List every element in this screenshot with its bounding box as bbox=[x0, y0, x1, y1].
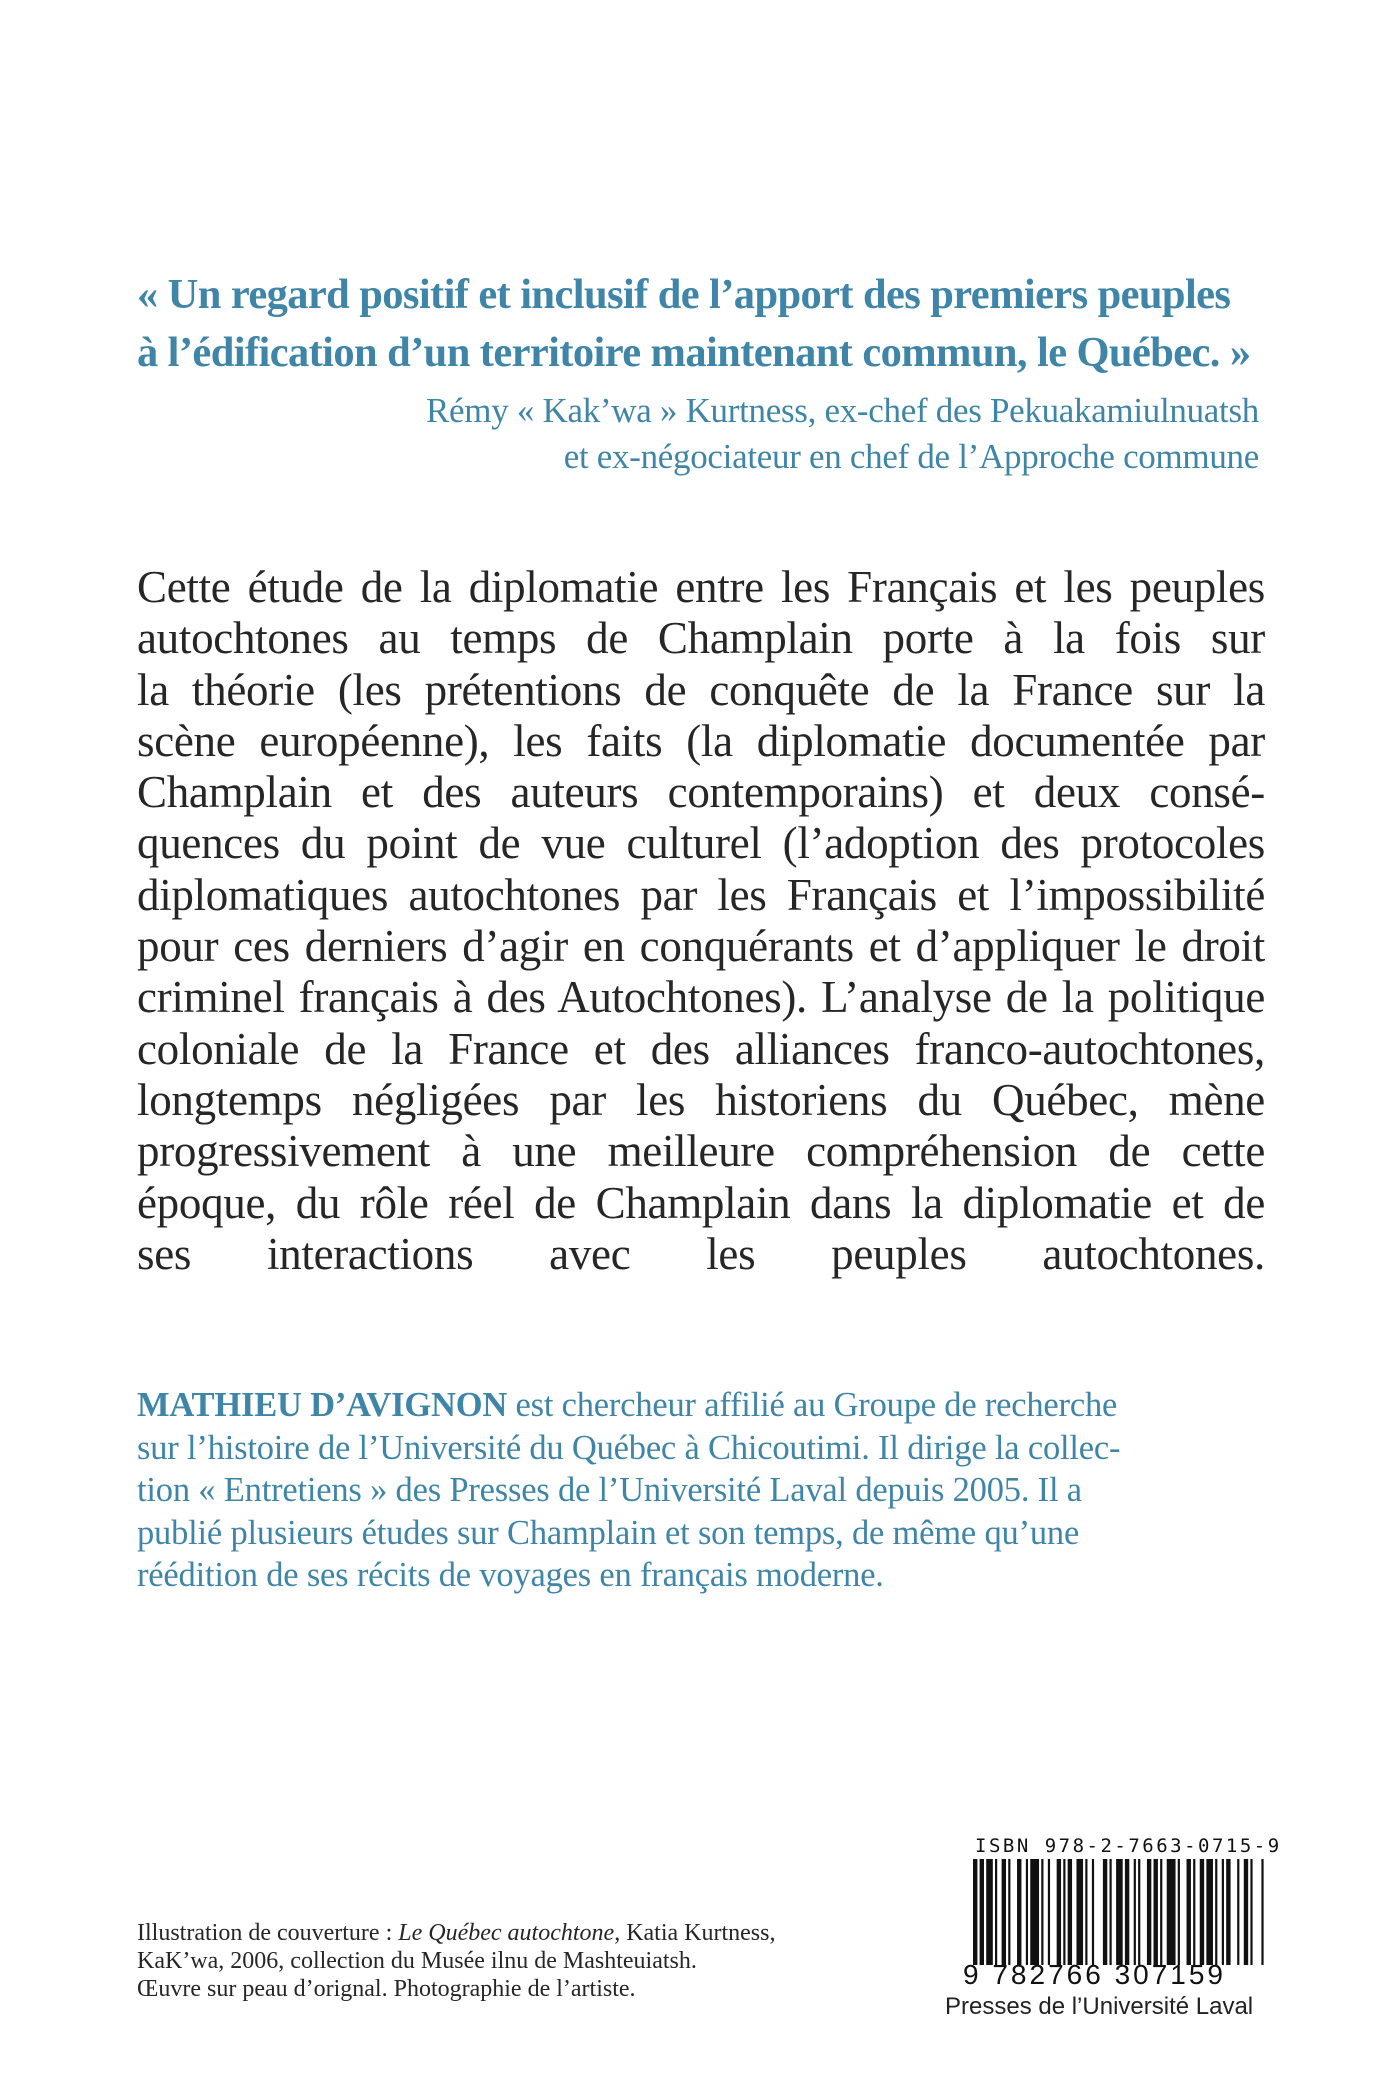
barcode-bar bbox=[1222, 1859, 1224, 1965]
cover-illustration-credit bbox=[137, 1919, 776, 2003]
barcode-bar bbox=[1134, 1859, 1136, 1965]
barcode-bar bbox=[1147, 1859, 1151, 1965]
barcode-bar bbox=[1057, 1859, 1061, 1965]
description-line: ses interactions avec les peuples autochtones. bbox=[137, 1228, 1265, 1279]
barcode-bar bbox=[1160, 1859, 1162, 1965]
barcode-bar bbox=[1215, 1859, 1217, 1965]
barcode-bar bbox=[1030, 1859, 1039, 1965]
barcode-bar bbox=[1154, 1859, 1158, 1965]
quote-line-1: « Un regard positif et inclusif de l’apport des premiers peuples bbox=[137, 271, 1231, 318]
barcode-bar bbox=[1008, 1859, 1010, 1965]
barcode-bar bbox=[1206, 1859, 1213, 1965]
barcode-bar bbox=[1237, 1859, 1239, 1965]
description-line: progressivement à une meilleure compréhension de cette bbox=[137, 1126, 1265, 1177]
bio-line: tion « Entretiens » des Presses de l’Université Laval depuis 2005. Il a bbox=[137, 1471, 1082, 1509]
bio-line-1 bbox=[137, 1384, 1265, 1427]
barcode-bar bbox=[980, 1859, 984, 1965]
credit-line-1 bbox=[137, 1919, 776, 1947]
barcode-bar bbox=[1041, 1859, 1043, 1965]
description-line: Champlain et des auteurs contemporains) et deux consé- bbox=[137, 767, 1265, 818]
description-line: Cette étude de la diplomatie entre les Français et les peuples bbox=[137, 562, 1265, 612]
barcode-bar bbox=[1178, 1859, 1180, 1965]
description-line: longtemps négligées par les historiens du Québec, mène bbox=[137, 1074, 1265, 1125]
description-line: quences du point de vue culturel (l’adoption des protocoles bbox=[137, 818, 1265, 869]
description-line: la théorie (les prétentions de conquête de la France sur la bbox=[137, 664, 1265, 715]
description-line: époque, du rôle réel de Champlain dans la diplomatie et de bbox=[137, 1177, 1265, 1228]
credit-line-3: Œuvre sur peau d’orignal. Photographie de l’artiste. bbox=[137, 1976, 636, 2002]
author-name: MATHIEU D’AVIGNON bbox=[137, 1386, 508, 1424]
barcode-bar bbox=[1250, 1859, 1252, 1965]
publisher-name: Presses de l’Université Laval bbox=[945, 1993, 1254, 2020]
description-line: diplomatiques autochtones par les Français et l’impossibilité bbox=[137, 869, 1265, 920]
description-line: coloniale de la France et des alliances franco-autochtones, bbox=[137, 1023, 1265, 1074]
description-line: autochtones au temps de Champlain porte à la fois sur bbox=[137, 613, 1265, 664]
quote-line-2: à l’édification d’un territoire maintenant commun, le Québec. » bbox=[137, 329, 1251, 376]
description-line: pour ces derniers d’agir en conquérants et d’appliquer le droit bbox=[137, 921, 1265, 972]
barcode-bars bbox=[973, 1859, 1268, 1965]
barcode-bar bbox=[1085, 1859, 1087, 1965]
barcode-bar bbox=[1187, 1859, 1191, 1965]
bio-line: sur l’histoire de l’Université du Québec à Chicoutimi. Il dirige la collec- bbox=[137, 1428, 1121, 1467]
attribution-line-1: Rémy « Kak’wa » Kurtness, ex-chef des Pekuakamiulnuatsh bbox=[425, 391, 1259, 430]
credit-line-2: KaK’wa, 2006, collection du Musée ilnu de Mashteuiatsh. bbox=[137, 1948, 697, 1974]
back-cover-quote bbox=[137, 266, 1267, 382]
isbn-label: ISBN 978-2-7663-0715-9 bbox=[975, 1835, 1282, 1857]
barcode-bar bbox=[973, 1859, 977, 1965]
barcode-bar bbox=[1002, 1859, 1006, 1965]
ean-digits: 9 782766 307159 bbox=[963, 1959, 1226, 1990]
barcode-bar bbox=[1125, 1859, 1129, 1965]
bio-line-1-text: est chercheur affilié au Groupe de recherche bbox=[507, 1386, 1118, 1424]
barcode-bar bbox=[1092, 1859, 1094, 1965]
bio-line: réédition de ses récits de voyages en français moderne. bbox=[137, 1556, 884, 1594]
barcode-bar bbox=[1193, 1859, 1195, 1965]
barcode-bar bbox=[1261, 1859, 1263, 1965]
barcode-bar bbox=[1017, 1859, 1021, 1965]
credit-prefix: Illustration de couverture : bbox=[137, 1920, 399, 1946]
barcode-bar bbox=[1226, 1859, 1230, 1965]
barcode-bar bbox=[1103, 1859, 1107, 1965]
barcode-bar bbox=[1138, 1859, 1140, 1965]
barcode-bar bbox=[1167, 1859, 1176, 1965]
barcode-bar bbox=[1076, 1859, 1083, 1965]
barcode-bar bbox=[995, 1859, 997, 1965]
bio-line: publié plusieurs études sur Champlain et son temps, de même qu’une bbox=[137, 1513, 1080, 1552]
description-line: criminel français à des Autochtones). L’analyse de la politique bbox=[137, 972, 1265, 1023]
barcode-bar bbox=[1026, 1859, 1028, 1965]
credit-suffix: , Katia Kurtness, bbox=[614, 1920, 776, 1946]
barcode-bar bbox=[1116, 1859, 1123, 1965]
barcode-bar bbox=[1068, 1859, 1072, 1965]
author-bio bbox=[137, 1384, 1265, 1597]
barcode-bar bbox=[1109, 1859, 1111, 1965]
book-description bbox=[137, 562, 1265, 1280]
quote-attribution bbox=[159, 388, 1259, 480]
barcode-bar bbox=[1200, 1859, 1204, 1965]
attribution-line-2: et ex-négociateur en chef de l’Approche commune bbox=[563, 437, 1259, 476]
barcode-bar bbox=[1244, 1859, 1248, 1965]
barcode-bar bbox=[986, 1859, 993, 1965]
barcode-bar bbox=[1063, 1859, 1065, 1965]
credit-artwork-title: Le Québec autochtone bbox=[398, 1920, 615, 1946]
barcode-bar bbox=[1048, 1859, 1050, 1965]
description-line: scène européenne), les faits (la diplomatie documentée par bbox=[137, 715, 1265, 766]
